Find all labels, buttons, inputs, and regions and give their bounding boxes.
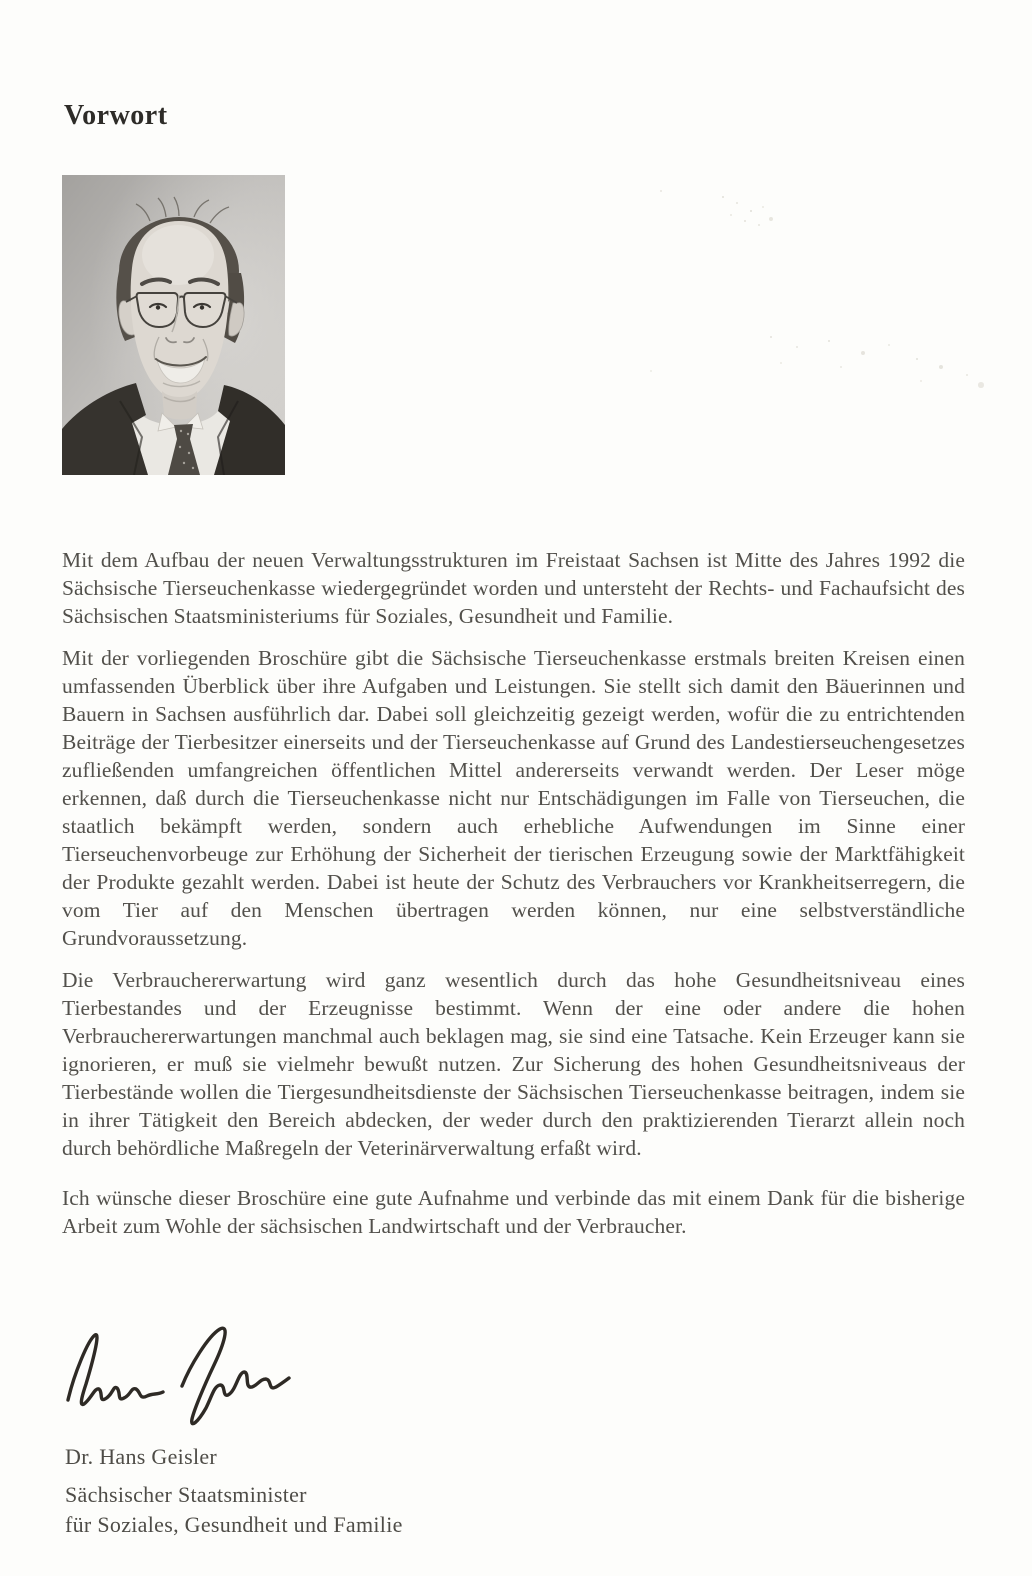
scan-smudge: [722, 196, 724, 198]
paragraph: Mit der vorliegenden Broschüre gibt die Sächsische Tierseuchenkasse erstmals breiten Kreisen einen umfassenden Überblick über ihre Aufgaben und Leistungen. Sie stellt sich damit den Bäuerinnen und Bauern in Sachsen ausführlich dar. Dabei soll gleichzeitig gezeigt werden, wofür die zu entrichtenden Beiträge der Tierbesitzer einerseits und der Tierseuchenkasse auf Grund des Landestierseuchengesetzes zufließenden umfangreichen öffentlichen Mittel andererseits verwandt werden. Der Leser möge erkennen, daß durch die Tierseuchenkasse nicht nur Entschädigungen im Falle von Tierseuchen, die staatlich bekämpft werden, sondern auch erhebliche Aufwendungen im Sinne einer Tierseuchenvorbeuge zur Erhöhung der Sicherheit der tierischen Erzeugung sowie der Marktfähigkeit der Produkte gezahlt werden. Dabei ist heute der Schutz des Verbrauchers vor Krankheitserregern, die vom Tier auf den Menschen übertragen werden können, nur eine selbstverständliche Grundvoraussetzung.: [62, 646, 965, 950]
paragraph: Mit dem Aufbau der neuen Verwaltungsstrukturen im Freistaat Sachsen ist Mitte des Jahres 1992 die Sächsische Tierseuchenkasse wiedergegründet worden und untersteht der Rechts- und Fachaufsicht des Sächsischen Staatsministeriums für Soziales, Gesundheit und Familie.: [62, 548, 965, 628]
scan-smudge: [770, 336, 772, 338]
portrait-photo-image: [62, 175, 285, 475]
signatory-name: Dr. Hans Geisler: [65, 1444, 218, 1469]
signatory-role-line: Sächsischer Staatsminister: [65, 1482, 307, 1507]
signatory-role: [65, 1480, 403, 1540]
signature-handwriting: [58, 1318, 298, 1433]
signatory-role-line: für Soziales, Gesundheit und Familie: [65, 1512, 403, 1537]
portrait-photo: [62, 175, 285, 475]
paragraph: Die Verbrauchererwartung wird ganz wesentlich durch das hohe Gesundheitsniveau eines Tierbestandes und der Erzeugnisse bestimmt. Wenn der eine oder andere die hohen Verbrauchererwartungen manchmal auch beklagen mag, sie sind eine Tatsache. Kein Erzeuger kann sie ignorieren, er muß sie vielmehr bewußt nutzen. Zur Sicherung des hohen Gesundheitsniveaus der Tierbestände wollen die Tiergesundheitsdienste der Sächsischen Tierseuchenkasse beitragen, indem sie in ihrer Tätigkeit den Bereich abdecken, der weder durch den praktizierenden Tierarzt allein noch durch behördliche Maßregeln der Veterinärverwaltung erfaßt wird.: [62, 968, 965, 1160]
paragraph: Ich wünsche dieser Broschüre eine gute Aufnahme und verbinde das mit einem Dank für die bisherige Arbeit zum Wohle der sächsischen Landwirtschaft und der Verbraucher.: [62, 1186, 965, 1238]
page-title: Vorwort: [64, 100, 168, 131]
